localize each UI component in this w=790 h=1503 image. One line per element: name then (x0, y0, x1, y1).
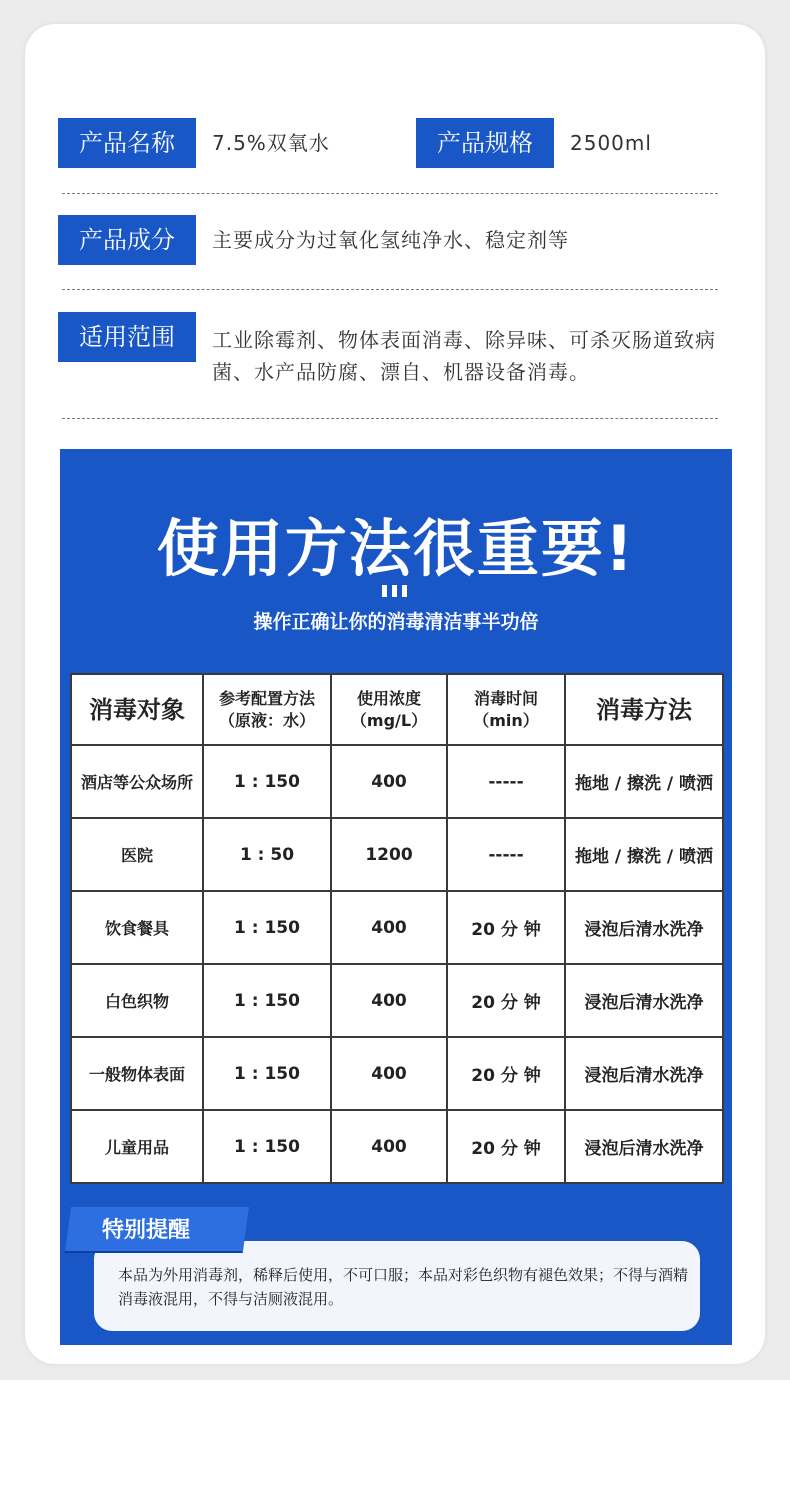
table-cell: 拖地 / 擦洗 / 喷洒 (565, 745, 723, 818)
header-cell: 使用浓度（mg/L） (331, 674, 447, 745)
table-cell: 浸泡后清水洗净 (565, 964, 723, 1037)
table-row (71, 891, 723, 964)
product-name-label: 产品名称 (58, 118, 196, 168)
table-cell: 1 : 150 (203, 1037, 331, 1110)
table-cell: 1 : 150 (203, 964, 331, 1037)
table-cell: 一般物体表面 (71, 1037, 203, 1110)
product-spec-label: 产品规格 (416, 118, 554, 168)
table-cell: 1 : 150 (203, 891, 331, 964)
table-cell: 白色织物 (71, 964, 203, 1037)
table-cell: 400 (331, 745, 447, 818)
product-scope-row (58, 312, 722, 388)
usage-panel (60, 449, 732, 1345)
table-row (71, 818, 723, 891)
table-row (71, 1037, 723, 1110)
header-cell: 消毒时间（min） (447, 674, 565, 745)
usage-headline: 使用方法很重要! (156, 512, 636, 585)
table-cell: 400 (331, 1110, 447, 1183)
notice-text: 本品为外用消毒剂，稀释后使用，不可口服；本品对彩色织物有褪色效果；不得与酒精消毒液混用，不得与洁厕液混用。 (118, 1266, 689, 1308)
table-cell: 20 分 钟 (447, 1110, 565, 1183)
table-row (71, 1110, 723, 1183)
table-cell: 浸泡后清水洗净 (565, 1037, 723, 1110)
table-cell: 400 (331, 964, 447, 1037)
table-cell: 拖地 / 擦洗 / 喷洒 (565, 818, 723, 891)
table-row (71, 964, 723, 1037)
table-cell: ----- (447, 818, 565, 891)
product-ingredient-value: 主要成分为过氧化氢纯净水、稳定剂等 (212, 228, 569, 252)
divider (62, 289, 718, 290)
product-scope-label: 适用范围 (58, 312, 196, 362)
table-cell: 20 分 钟 (447, 964, 565, 1037)
table-header-row (71, 674, 723, 745)
table-cell: 20 分 钟 (447, 1037, 565, 1110)
table-cell: 20 分 钟 (447, 891, 565, 964)
table-cell: 浸泡后清水洗净 (565, 891, 723, 964)
product-ingredient-row (58, 215, 569, 265)
header-cell: 消毒对象 (71, 674, 203, 745)
header-cell: 消毒方法 (565, 674, 723, 745)
bars-decoration-icon (382, 585, 407, 597)
table-cell: 儿童用品 (71, 1110, 203, 1183)
table-cell: 1 : 50 (203, 818, 331, 891)
divider (62, 193, 718, 194)
table-cell: 饮食餐具 (71, 891, 203, 964)
table-cell: 浸泡后清水洗净 (565, 1110, 723, 1183)
product-scope-value: 工业除霉剂、物体表面消毒、除异味、可杀灭肠道致病菌、水产品防腐、漂自、机器设备消毒。 (212, 328, 716, 384)
bottom-space (0, 1380, 790, 1503)
table-cell: 1 : 150 (203, 745, 331, 818)
notice-box (94, 1241, 700, 1331)
header-cell: 参考配置方法（原液：水） (203, 674, 331, 745)
product-spec-value: 2500ml (570, 131, 652, 155)
table-cell: 酒店等公众场所 (71, 745, 203, 818)
table-cell: 1 : 150 (203, 1110, 331, 1183)
product-ingredient-label: 产品成分 (58, 215, 196, 265)
table-cell: 1200 (331, 818, 447, 891)
notice-title: 特别提醒 (102, 1218, 191, 1243)
product-name-row (58, 118, 652, 168)
table-cell: 400 (331, 891, 447, 964)
product-name-value: 7.5%双氧水 (212, 131, 330, 155)
table-cell: 医院 (71, 818, 203, 891)
divider (62, 418, 718, 419)
table-row (71, 745, 723, 818)
table-cell: 400 (331, 1037, 447, 1110)
disinfection-table (70, 673, 724, 1184)
usage-subline: 操作正确让你的消毒清洁事半功倍 (253, 611, 539, 633)
table-cell: ----- (447, 745, 565, 818)
